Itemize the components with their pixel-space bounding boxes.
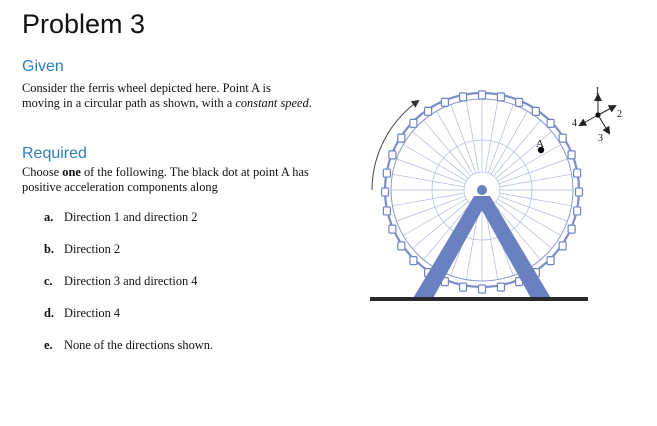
gondola-icon [574, 169, 581, 177]
option-text: Direction 4 [64, 306, 121, 320]
gondola-icon [547, 119, 554, 127]
required-line-2: positive acceleration components along [22, 179, 218, 194]
option-letter: e. [44, 338, 53, 352]
spoke [500, 174, 572, 187]
spoke [451, 104, 476, 173]
gondola-icon [410, 119, 417, 127]
direction-origin-dot [595, 112, 600, 117]
gondola-icon [479, 91, 486, 99]
given-line-1: Consider the ferris wheel depicted here. Point A is [22, 81, 271, 95]
direction-2-label: 2 [617, 109, 622, 120]
spoke [499, 159, 568, 184]
hub-icon [477, 185, 487, 195]
support-leg-right [474, 196, 552, 300]
constant-speed-text: constant speed [235, 95, 309, 110]
gondola-icon [568, 151, 575, 159]
spoke [392, 174, 464, 187]
option-text: Direction 1 and direction 2 [64, 210, 198, 224]
option-text: Direction 2 [64, 242, 121, 256]
given-heading: Given [22, 58, 64, 75]
problem-title: Problem 3 [22, 9, 146, 39]
gondola-icon [389, 151, 396, 159]
required-line-1-a: Choose [22, 165, 63, 179]
given-line-2-text: moving in a circular path as shown, with a [22, 95, 236, 110]
gondola-icon [389, 225, 396, 233]
direction-4-label: 4 [572, 118, 577, 129]
gondola-icon [383, 169, 390, 177]
spoke [499, 196, 568, 221]
direction-axes [572, 86, 622, 144]
gondola-icon [398, 242, 405, 250]
spoke [396, 159, 465, 184]
gondola-icon [516, 98, 523, 106]
gondola-icon [398, 134, 405, 142]
gondola-icon [410, 257, 417, 265]
support-leg-left [412, 196, 490, 300]
option-letter: a. [44, 210, 54, 224]
spoke [392, 193, 464, 206]
gondola-icon [441, 98, 448, 106]
gondola-icon [479, 285, 486, 293]
gondola-icon [532, 107, 539, 115]
required-heading: Required [22, 145, 87, 162]
gondola-icon [460, 93, 467, 101]
spoke [396, 196, 465, 221]
direction-3-arrow-icon [598, 115, 609, 133]
one-emphasis: one [62, 165, 81, 179]
option-letter: b. [44, 242, 54, 256]
gondola-icon [574, 207, 581, 215]
option-letter: d. [44, 306, 54, 320]
spoke [500, 193, 572, 206]
spoke [488, 104, 513, 173]
required-line-1-b: of the following. The black dot at point A has [80, 165, 309, 179]
given-line-2-end: . [308, 95, 312, 110]
gondola-icon [460, 283, 467, 291]
option-text: None of the directions shown. [64, 338, 214, 352]
direction-4-arrow-icon [580, 115, 598, 125]
gondola-icon [559, 242, 566, 250]
gondola-icon [425, 107, 432, 115]
gondola-icon [576, 188, 583, 196]
gondola-icon [497, 283, 504, 291]
direction-1-label: 1 [595, 86, 600, 97]
gondola-icon [559, 134, 566, 142]
option-letter: c. [44, 274, 53, 288]
gondola-icon [497, 93, 504, 101]
gondola-icon [568, 225, 575, 233]
direction-3-label: 3 [598, 133, 603, 144]
ground-line [370, 297, 588, 301]
spoke [466, 100, 479, 172]
option-text: Direction 3 and direction 4 [64, 274, 198, 288]
direction-2-arrow-icon [598, 106, 615, 115]
gondola-icon [382, 188, 389, 196]
gondola-icon [547, 257, 554, 265]
point-a-label: A [536, 138, 544, 150]
spoke [485, 100, 498, 172]
gondola-icon [383, 207, 390, 215]
